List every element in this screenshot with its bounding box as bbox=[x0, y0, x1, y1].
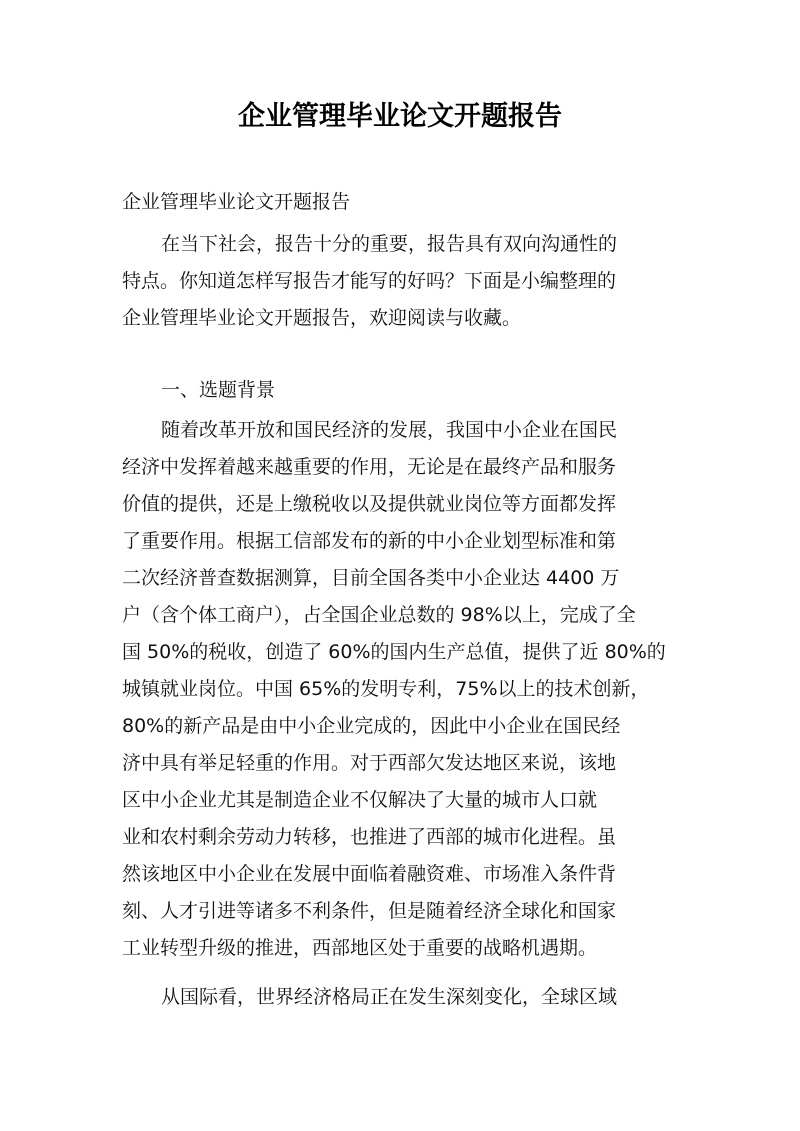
paragraph-line: 区中小企业尤其是制造企业不仅解决了大量的城市人口就 bbox=[122, 789, 598, 811]
paragraph-line: 随着改革开放和国民经济的发展，我国中小企业在国民 bbox=[161, 419, 618, 441]
paragraph-line: 业和农村剩余劳动力转移，也推进了西部的城市化进程。虽 bbox=[122, 826, 617, 848]
paragraph-line: 经济中发挥着越来越重要的作用，无论是在最终产品和服务 bbox=[122, 456, 617, 478]
section-heading: 一、选题背景 bbox=[161, 379, 276, 401]
paragraph-line: 从国际看，世界经济格局正在发生深刻变化，全球区域 bbox=[161, 986, 618, 1008]
paragraph-line: 户（含个体工商户），占全国企业总数的 98%以上，完成了全 bbox=[122, 604, 636, 626]
intro-line: 特点。你知道怎样写报告才能写的好吗？下面是小编整理的 bbox=[122, 270, 617, 292]
document-subtitle: 企业管理毕业论文开题报告 bbox=[122, 191, 351, 213]
paragraph-line: 二次经济普查数据测算，目前全国各类中小企业达 4400 万 bbox=[122, 567, 620, 589]
paragraph-line: 济中具有举足轻重的作用。对于西部欠发达地区来说，该地 bbox=[122, 752, 617, 774]
paragraph-line: 80%的新产品是由中小企业完成的，因此中小企业在国民经 bbox=[122, 715, 621, 737]
intro-line: 企业管理毕业论文开题报告，欢迎阅读与收藏。 bbox=[122, 307, 522, 329]
intro-line: 在当下社会，报告十分的重要，报告具有双向沟通性的 bbox=[161, 233, 618, 255]
paragraph-line: 国 50%的税收，创造了 60%的国内生产总值，提供了近 80%的 bbox=[122, 641, 666, 663]
paragraph-line: 价值的提供，还是上缴税收以及提供就业岗位等方面都发挥 bbox=[122, 493, 617, 515]
paragraph-line: 然该地区中小企业在发展中面临着融资难、市场准入条件背 bbox=[122, 863, 617, 885]
paragraph-line: 了重要作用。根据工信部发布的新的中小企业划型标准和第 bbox=[122, 530, 617, 552]
paragraph-line: 刻、人才引进等诸多不利条件，但是随着经济全球化和国家 bbox=[122, 900, 617, 922]
paragraph-line: 工业转型升级的推进，西部地区处于重要的战略机遇期。 bbox=[122, 937, 598, 959]
document-title: 企业管理毕业论文开题报告 bbox=[238, 101, 562, 132]
paragraph-line: 城镇就业岗位。中国 65%的发明专利，75%以上的技术创新， bbox=[122, 678, 650, 700]
